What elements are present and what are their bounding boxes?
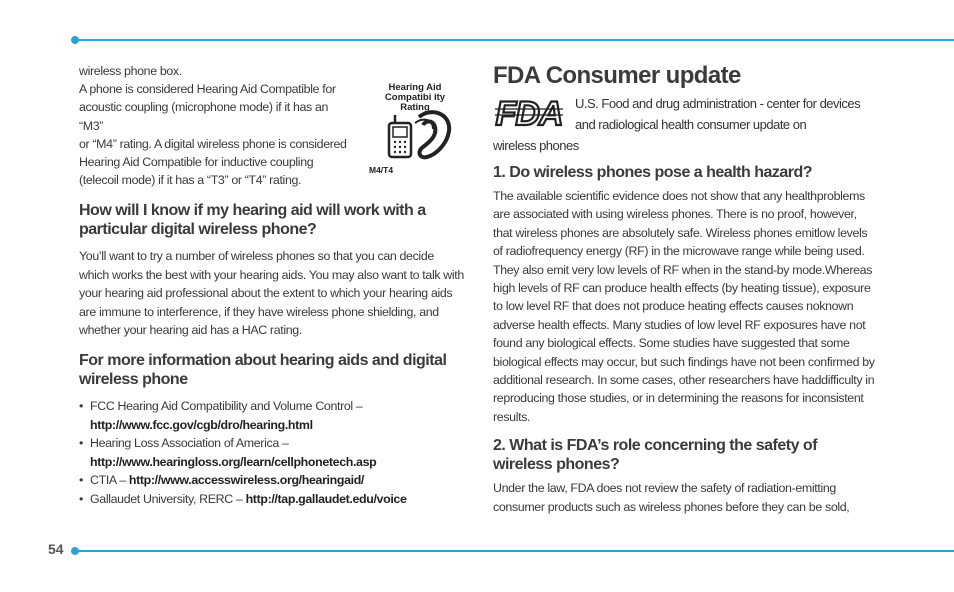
- resource-list: [79, 397, 464, 508]
- resource-link[interactable]: http://tap.gallaudet.edu/voice: [245, 491, 407, 506]
- right-column: [493, 62, 878, 516]
- section-heading-hearing-aid: How will I know if my hearing aid will work with a particular digital wireless phone?: [79, 202, 426, 239]
- resource-link[interactable]: http://www.fcc.gov/cgb/dro/hearing.html: [90, 417, 313, 432]
- fda-logo: [493, 95, 565, 131]
- question-2-heading: 2. What is FDA’s role concerning the safety of wireless phones?: [493, 437, 818, 474]
- resource-link[interactable]: http://www.hearingloss.org/learn/cellphonetech.asp: [90, 454, 377, 469]
- list-item: [79, 490, 464, 509]
- resource-label: Hearing Loss Association of America –: [90, 436, 289, 451]
- list-item: [79, 397, 464, 434]
- top-rule-dot: [71, 36, 79, 44]
- hearing-aid-phone-icon: [375, 107, 455, 163]
- question-2-body: Under the law, FDA does not review the safety of radiation-emitting consumer products such as wireless phones before they can be sold,: [493, 481, 850, 514]
- list-item: [79, 471, 464, 490]
- fda-line: U.S. Food and drug administration - center for devices: [575, 96, 861, 111]
- hac-rating-value: M4/T4: [369, 165, 394, 175]
- resource-label: Gallaudet University, RERC –: [90, 491, 246, 506]
- fda-logo-text: FDA: [495, 95, 563, 131]
- intro-line: A phone is considered Hearing Aid Compatible for: [79, 82, 336, 97]
- fda-line: and radiological health consumer update on: [575, 117, 807, 132]
- question-1-body: The available scientific evidence does not show that any healthproblems are associated with using wireless phones. There is no proof, however, that wireless phones are absolutely safe. Wireless phones emitlow levels of radiofrequency energy (RF) in the microwave range while being used. They also emit very low levels of RF when in the stand-by mode.Whereas high levels of RF can produce health effects (by heating tissue), exposure to low level RF that does not produce heating effects causes noknown adverse health effects. Many studies of low level RF exposures have not found any biological effects. Some studies have suggested that some biological effects may occur, but such findings have not been confirmed by additional research. In some cases, other researchers have haddifficulty in reproducing those studies, or in determining the reasons for inconsistent results.: [493, 189, 875, 424]
- hac-title-line1: Hearing Aid: [388, 82, 442, 93]
- list-item: [79, 434, 464, 471]
- question-1-heading: 1. Do wireless phones pose a health hazard?: [493, 164, 813, 181]
- hac-title-line2: Compatibi ity Rating: [384, 92, 446, 113]
- hac-rating-logo: [369, 82, 461, 175]
- section-body-hearing-aid: You’ll want to try a number of wireless phones so that you can decide which works the best with your hearing aids. You may also want to talk with your hearing aid professional about the extent to which your hearing aids are immune to interference, if they have wireless phone shielding, and whether your hearing aid has a HAC rating.: [79, 249, 464, 338]
- intro-line: acoustic coupling (microphone mode) if it has an “M3”: [79, 100, 329, 133]
- fda-intro: [493, 93, 878, 137]
- intro-block: [79, 62, 464, 189]
- resource-link[interactable]: http://www.accesswireless.org/hearingaid/: [128, 473, 365, 488]
- fda-intro-text: [575, 93, 875, 135]
- fda-line: wireless phones: [493, 138, 579, 153]
- top-rule: [76, 39, 954, 41]
- section-heading-more-info: For more information about hearing aids and digital wireless phone: [79, 352, 447, 389]
- resource-label: FCC Hearing Aid Compatibility and Volume Control –: [90, 399, 363, 414]
- page-title: FDA Consumer update: [493, 62, 741, 89]
- intro-line: Hearing Aid Compatible for inductive coupling: [79, 155, 314, 170]
- intro-line: or “M4” rating. A digital wireless phone is considered: [79, 136, 347, 151]
- left-column: [79, 62, 464, 508]
- page-number: 54: [48, 541, 64, 557]
- intro-paragraph: [79, 62, 354, 189]
- intro-line: wireless phone box.: [79, 64, 182, 78]
- bottom-rule-dot: [71, 547, 79, 555]
- resource-label: CTIA –: [90, 473, 129, 488]
- intro-line: (telecoil mode) if it has a “T3” or “T4” rating.: [79, 173, 302, 188]
- bottom-rule: [76, 550, 954, 552]
